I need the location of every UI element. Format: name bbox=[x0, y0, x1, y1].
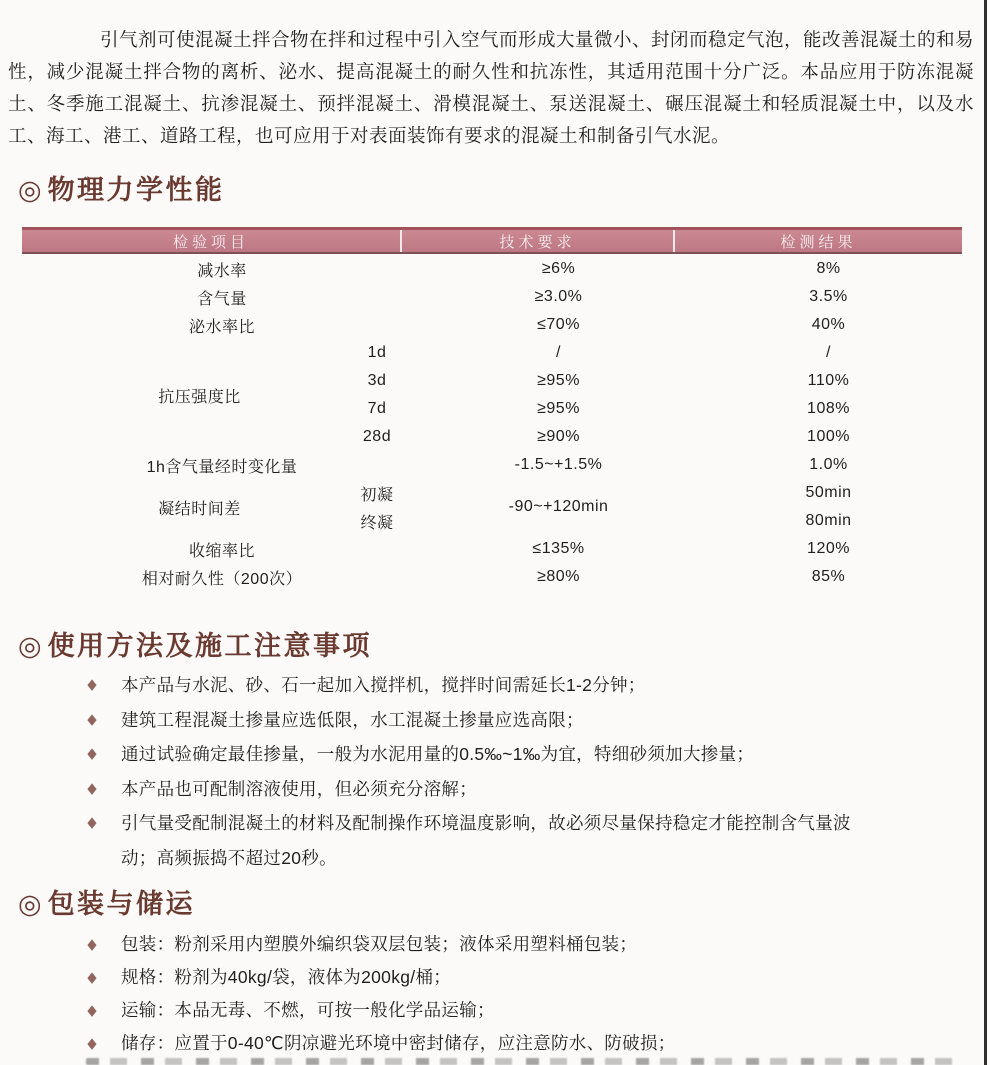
table-cell-tech: ≥95% bbox=[537, 372, 580, 389]
diamond-bullet-icon: ◆ bbox=[87, 779, 97, 797]
table-row bbox=[22, 339, 962, 367]
table-header-item: 检验项目 bbox=[172, 233, 249, 251]
table-header-tech: 技术要求 bbox=[400, 230, 673, 252]
table-cell-tech: / bbox=[556, 344, 561, 361]
table-cell-result: 120% bbox=[807, 540, 850, 557]
bullet-text: 储存：应置于0-40℃阴凉避光环境中密封储存，应注意防水、防破损； bbox=[121, 1033, 676, 1053]
table-row bbox=[22, 451, 962, 479]
section-title-usage: 使用方法及施工注意事项 bbox=[47, 631, 373, 661]
performance-table-body bbox=[22, 255, 962, 591]
table-row bbox=[22, 255, 962, 283]
table-cell-tech: ≤70% bbox=[537, 316, 580, 333]
table-cell-item: 收缩率比 bbox=[189, 542, 256, 560]
bullet-text: 运输：本品无毒、不燃，可按一般化学品运输； bbox=[121, 1000, 495, 1020]
table-cell-tech: ≥3.0% bbox=[534, 288, 583, 305]
table-cell-result: 110% bbox=[807, 372, 850, 389]
bullet-text: 本产品也可配制溶液使用，但必须充分溶解； bbox=[121, 778, 477, 799]
bullet-text: 包装：粉剂采用内塑膜外编织袋双层包装；液体采用塑料桶包装； bbox=[121, 934, 638, 954]
table-cell-tech: ≥6% bbox=[541, 260, 576, 277]
table-cell-result: 85% bbox=[811, 568, 846, 585]
table-header-result: 检测结果 bbox=[673, 230, 962, 252]
table-cell-item: 相对耐久性（200次） bbox=[141, 570, 303, 588]
table-cell-sub: 7d bbox=[367, 400, 387, 417]
section-title-physical: 物理力学性能 bbox=[47, 175, 225, 205]
bullet-text: 规格：粉剂为40kg/袋，液体为200kg/桶； bbox=[121, 967, 452, 987]
table-cell-sub: 1d bbox=[367, 344, 387, 361]
bullet-text: 通过试验确定最佳掺量，一般为水泥用量的0.5‰~1‰为宜，特细砂须加大掺量； bbox=[121, 744, 755, 764]
intro-paragraph: 引气剂可使混凝土拌合物在拌和过程中引入空气而形成大量微小、封闭而稳定气泡，能改善混凝土的和易性，减少混凝土拌合物的离析、泌水、提高混凝土的耐久性和抗冻性，其适用范围十分广泛。本品应用于防冻混凝土、冬季施工混凝土、抗渗混凝土、预拌混凝土、滑模混凝土、泵送混凝土、碾压混凝土和轻质混凝土中，以及水工、海工、港工、道路工程，也可应用于对表面装饰有要求的混凝土和制备引气水泥。 bbox=[8, 29, 975, 146]
table-cell-item: 减水率 bbox=[197, 262, 247, 280]
table-cell-tech: ≥80% bbox=[537, 568, 580, 585]
section-title-packaging: 包装与储运 bbox=[47, 889, 196, 919]
section-heading-physical bbox=[18, 175, 225, 205]
table-cell-sub: 终凝 bbox=[360, 514, 394, 532]
table-cell-sub: 28d bbox=[362, 428, 392, 445]
diamond-bullet-icon: ◆ bbox=[87, 676, 97, 693]
diamond-bullet-icon: ◆ bbox=[87, 710, 97, 728]
table-cell-result: 100% bbox=[807, 428, 850, 445]
table-row bbox=[22, 563, 962, 591]
usage-notes-list bbox=[85, 668, 945, 875]
table-cell-result: 8% bbox=[816, 260, 841, 277]
table-cell-result: 3.5% bbox=[809, 288, 848, 305]
list-item bbox=[85, 961, 945, 994]
table-cell-result: 1.0% bbox=[809, 456, 848, 473]
diamond-bullet-icon: ◆ bbox=[87, 745, 97, 762]
section-heading-usage bbox=[18, 631, 372, 661]
scan-edge-line bbox=[984, 0, 987, 1065]
table-cell-result: / bbox=[826, 344, 831, 361]
list-item bbox=[85, 668, 945, 703]
list-item bbox=[85, 994, 945, 1027]
table-cell-result: 40% bbox=[811, 316, 846, 333]
table-cell-tech: -1.5~+1.5% bbox=[514, 456, 603, 473]
bullet-text: 本产品与水泥、砂、石一起加入搅拌机，搅拌时间需延长1-2分钟； bbox=[121, 675, 646, 695]
table-row bbox=[22, 311, 962, 339]
table-cell-item: 含气量 bbox=[197, 290, 247, 308]
table-cell-item: 凝结时间差 bbox=[158, 500, 241, 518]
table-header-row bbox=[22, 227, 962, 254]
table-row bbox=[22, 479, 962, 507]
table-cell-item: 泌水率比 bbox=[189, 318, 256, 336]
table-cell-sub: 3d bbox=[367, 372, 387, 389]
list-item bbox=[85, 737, 945, 772]
diamond-bullet-icon: ◆ bbox=[87, 814, 97, 831]
bullet-text: 建筑工程混凝土掺量应选低限，水工混凝土掺量应选高限； bbox=[121, 709, 584, 730]
table-cell-tech: -90~+120min bbox=[508, 498, 609, 515]
table-cell-tech: ≤135% bbox=[532, 540, 585, 557]
table-cell-item: 抗压强度比 bbox=[158, 388, 241, 406]
diamond-bullet-icon: ◆ bbox=[87, 936, 97, 953]
cutoff-text-fragment bbox=[86, 1058, 958, 1065]
diamond-bullet-icon: ◆ bbox=[87, 1035, 97, 1052]
list-item bbox=[85, 772, 945, 807]
table-cell-sub: 初凝 bbox=[360, 486, 394, 504]
list-item bbox=[85, 703, 945, 738]
diamond-bullet-icon: ◆ bbox=[87, 1002, 97, 1019]
table-cell-item: 1h含气量经时变化量 bbox=[146, 458, 298, 476]
table-cell-tech: ≥90% bbox=[537, 428, 580, 445]
list-item bbox=[85, 928, 945, 961]
diamond-bullet-icon: ◆ bbox=[87, 969, 97, 986]
section-marker-icon: ◎ bbox=[18, 175, 42, 205]
table-cell-result: 80min bbox=[805, 512, 852, 529]
bullet-text: 引气量受配制混凝土的材料及配制操作环境温度影响，故必须尽量保持稳定才能控制含气量波动；高频振捣不超过20秒。 bbox=[121, 813, 851, 868]
table-cell-result: 108% bbox=[807, 400, 850, 417]
performance-table bbox=[22, 227, 962, 591]
list-item bbox=[85, 1027, 945, 1060]
table-cell-tech: ≥95% bbox=[537, 400, 580, 417]
list-item bbox=[85, 806, 945, 875]
packaging-notes-list bbox=[85, 928, 945, 1060]
section-marker-icon: ◎ bbox=[18, 889, 42, 919]
table-row bbox=[22, 535, 962, 563]
table-cell-result: 50min bbox=[805, 484, 852, 501]
table-row bbox=[22, 283, 962, 311]
section-heading-packaging bbox=[18, 889, 195, 919]
section-marker-icon: ◎ bbox=[18, 631, 42, 661]
